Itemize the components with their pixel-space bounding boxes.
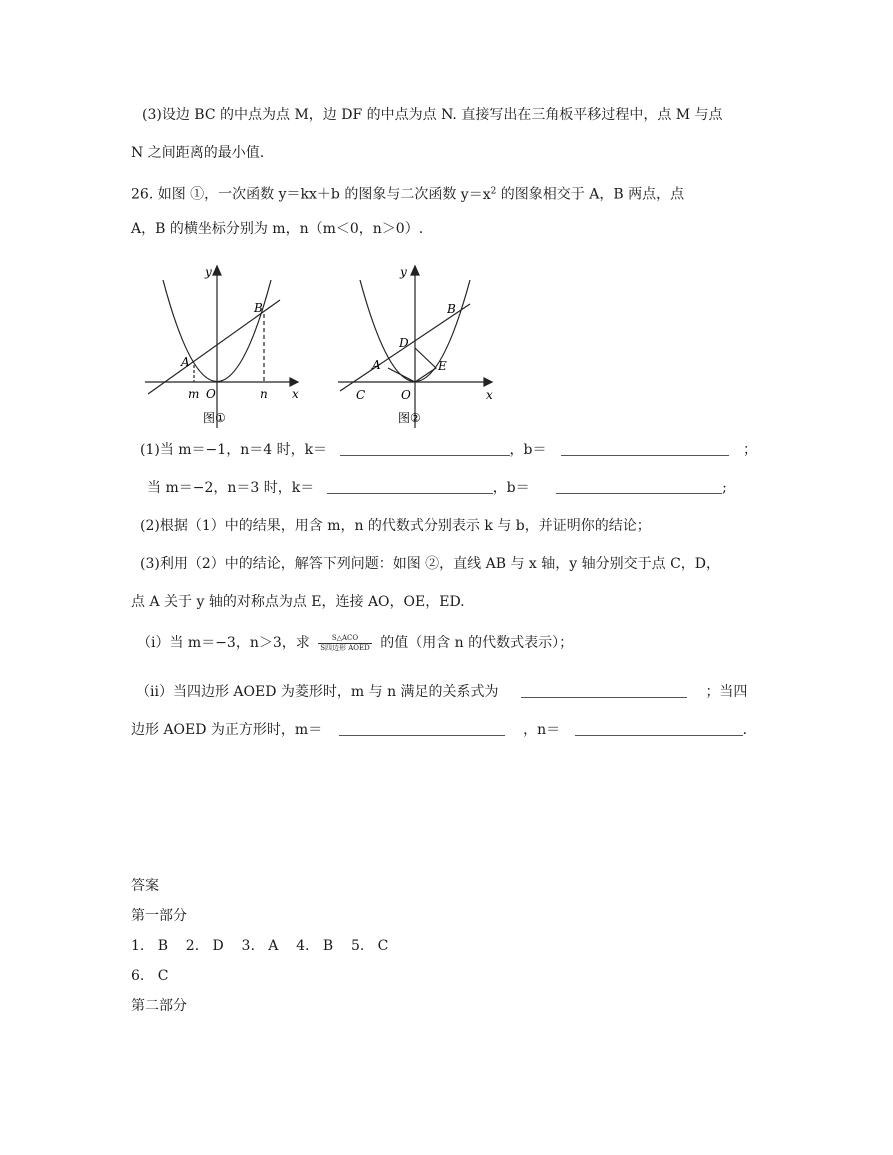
q26-figures	[130, 258, 510, 433]
q26-part-ii-line2	[131, 720, 747, 740]
q26-part-i-prefix: （i）当 m＝−3，n＞3，求	[137, 635, 310, 651]
fig2-x-arrow	[484, 378, 492, 386]
q26-part-i-suffix: 的值（用含 n 的代数式表示）；	[380, 635, 574, 651]
fig1-label-y: y	[205, 265, 212, 279]
fig1-x-arrow	[290, 378, 298, 386]
fig2-y-arrow	[411, 266, 419, 275]
q26-part-ii-line2-b: ，n＝	[523, 722, 561, 738]
answer-blank-m[interactable]	[339, 721, 505, 736]
fig2-label-b: B	[447, 302, 456, 316]
fig1-label-b: B	[254, 301, 263, 315]
q26-part-ii-line1-a: （ii）当四边形 AOED 为菱形时，m 与 n 满足的关系式为	[136, 684, 499, 700]
area-ratio-fraction	[318, 634, 372, 653]
fig2-quadrilateral-aoed	[388, 348, 436, 382]
fig2-label-c: C	[356, 388, 366, 402]
fig1-label-a: A	[181, 355, 190, 369]
q26-part-ii-line1	[136, 682, 747, 702]
q26-intro-line2: A，B 的横坐标分别为 m，n（m＜0，n＞0）.	[131, 221, 424, 237]
q26-intro	[131, 181, 684, 205]
q26-intro-prefix: 26. 如图 ①，一次函数	[131, 186, 275, 203]
q26-part1-line1	[140, 440, 757, 460]
answers-title: 答案	[131, 878, 159, 894]
q26-part-ii-line2-a: 边形 AOED 为正方形时，m＝	[131, 722, 323, 738]
fig1-y-arrow	[213, 266, 221, 275]
fig2-label-d: D	[399, 336, 409, 350]
fig2-label-e: E	[438, 359, 447, 373]
q25-part3-line1: (3)设边 BC 的中点为点 M，边 DF 的中点为点 N. 直接写出在三角板平移过程中，点 M 与点	[142, 107, 723, 123]
answer-blank-k2[interactable]	[327, 479, 493, 494]
fig1-label-m: m	[188, 387, 200, 401]
fig2-caption: 图②	[398, 411, 421, 425]
figure-1	[145, 266, 298, 428]
q26-part-ii-line2-c: .	[742, 722, 748, 738]
q26-part1-line2-c: ;	[722, 480, 727, 496]
fig2-label-x: x	[486, 388, 493, 402]
fig1-label-x: x	[292, 387, 299, 401]
answer-blank-relation[interactable]	[521, 683, 687, 698]
q26-part1-line1-c: ；	[742, 442, 757, 458]
answers-part2-title: 第二部分	[131, 998, 187, 1014]
figure-2	[338, 266, 492, 428]
fig2-label-y: y	[400, 265, 407, 279]
q26-quadratic-base: y＝x	[460, 186, 491, 203]
area-ratio-numerator: S△ACO	[318, 634, 372, 644]
fig1-label-n: n	[260, 387, 268, 401]
q26-linear-function: y＝kx＋b	[278, 186, 340, 203]
answers-row2: 6. C	[131, 968, 169, 984]
q26-part-i	[137, 633, 573, 653]
q26-quadratic-function	[461, 187, 497, 203]
answer-blank-b2[interactable]	[556, 479, 722, 494]
q26-part3-line2: 点 A 关于 y 轴的对称点为点 E，连接 AO，OE，ED.	[131, 594, 465, 610]
q26-intro-suffix: 的图象相交于 A，B 两点，点	[500, 186, 685, 203]
q26-part1-line1-b: ，b＝	[509, 442, 547, 458]
q25-part3-line2: N 之间距离的最小值.	[131, 145, 265, 161]
q26-quadratic-exponent: 2	[490, 186, 497, 196]
q26-part1-line2-b: ，b＝	[492, 480, 530, 496]
q26-part-ii-line1-b: ；当四	[705, 684, 748, 700]
answer-blank-b1[interactable]	[561, 441, 729, 456]
answers-part1-title: 第一部分	[131, 908, 187, 924]
q26-part2: (2)根据（1）中的结果，用含 m，n 的代数式分别表示 k 与 b，并证明你的结论；	[140, 518, 651, 534]
fig2-label-o: O	[401, 388, 411, 402]
q26-part1-line1-a: (1)当 m＝−1，n＝4 时，k＝	[140, 442, 328, 458]
fig1-caption: 图①	[203, 411, 226, 425]
q26-part3-line1: (3)利用（2）中的结论，解答下列问题：如图 ②，直线 AB 与 x 轴，y 轴分别交于点 C，D，	[140, 556, 721, 572]
area-ratio-denominator: S四边形 AOED	[320, 643, 370, 652]
fig1-label-o: O	[206, 387, 216, 401]
answer-blank-k1[interactable]	[340, 441, 510, 456]
fig2-label-a: A	[372, 358, 381, 372]
q26-part1-line2-a: 当 m＝−2，n＝3 时，k＝	[147, 480, 315, 496]
q26-part1-line2	[147, 478, 727, 498]
answers-row1: 1. B 2. D 3. A 4. B 5. C	[131, 938, 389, 954]
q26-intro-mid: 的图象与二次函数	[344, 186, 457, 203]
answer-blank-n[interactable]	[575, 721, 743, 736]
